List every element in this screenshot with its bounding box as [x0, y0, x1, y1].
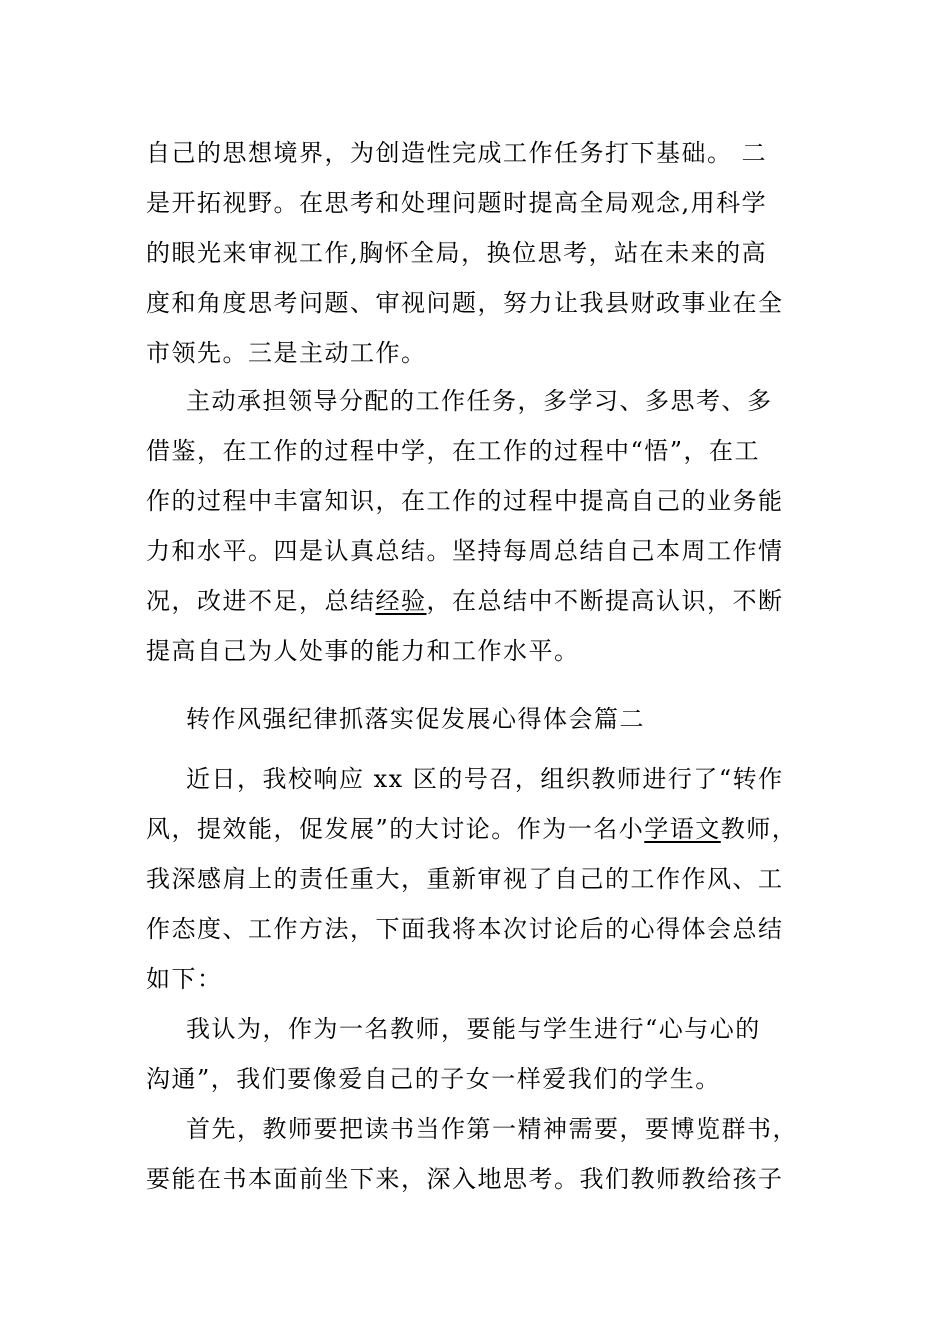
- text-run: 风，提效能，促发展”的大讨论。作为一名小: [146, 815, 645, 843]
- paragraph-line: 的眼光来审视工作,胸怀全局，换位思考，站在未来的高: [146, 239, 768, 267]
- paragraph-line: 作的过程中丰富知识，在工作的过程中提高自己的业务能: [146, 487, 784, 515]
- paragraph-line: 沟通”，我们要像爱自己的子女一样爱我们的学生。: [146, 1065, 721, 1093]
- paragraph-line: [146, 814, 797, 844]
- paragraph-line: 近日，我校响应 xx 区的号召，组织教师进行了“转作: [186, 765, 784, 793]
- paragraph-line: 我深感肩上的责任重大，重新审视了自己的工作作风、工: [146, 865, 784, 893]
- paragraph-line: 自己的思想境界，为创造性完成工作任务打下基础。 二: [146, 139, 768, 167]
- experience-link[interactable]: 经验: [375, 587, 427, 615]
- chinese-subject-link[interactable]: 学语文: [644, 815, 721, 843]
- paragraph-line: 主动承担领导分配的工作任务，多学习、多思考、多: [186, 387, 773, 415]
- text-run: 教师，: [720, 815, 798, 843]
- paragraph-line: 力和水平。四是认真总结。坚持每周总结自己本周工作情: [146, 537, 784, 565]
- text-run: 况，改进不足，总结: [146, 587, 376, 615]
- paragraph-line: 作态度、工作方法，下面我将本次讨论后的心得体会总结: [146, 915, 784, 943]
- paragraph-line: 要能在书本面前坐下来，深入地思考。我们教师教给孩子: [146, 1165, 784, 1193]
- paragraph-line: 我认为，作为一名教师，要能与学生进行“心与心的: [186, 1015, 761, 1043]
- paragraph-line: 市领先。三是主动工作。: [146, 339, 427, 367]
- paragraph-line: 提高自己为人处事的能力和工作水平。: [146, 637, 580, 665]
- paragraph-line: 如下：: [146, 965, 223, 993]
- paragraph-line: 借鉴，在工作的过程中学，在工作的过程中“悟”，在工: [146, 437, 761, 465]
- paragraph-line: [146, 586, 784, 616]
- paragraph-line: 是开拓视野。在思考和处理问题时提高全局观念,用科学: [146, 189, 768, 217]
- section-title: 转作风强纪律抓落实促发展心得体会篇二: [186, 705, 645, 733]
- text-run: ，在总结中不断提高认识，不断: [426, 587, 784, 615]
- paragraph-line: 首先，教师要把读书当作第一精神需要，要博览群书，: [186, 1115, 798, 1143]
- paragraph-line: 度和角度思考问题、审视问题，努力让我县财政事业在全: [146, 289, 784, 317]
